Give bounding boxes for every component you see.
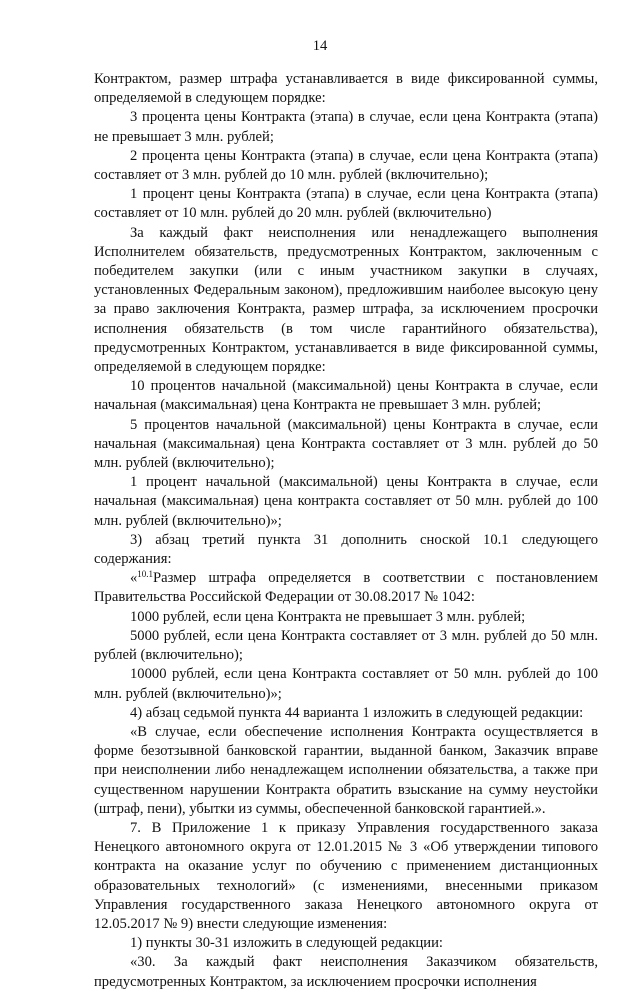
paragraph-text: 1 процент начальной (максимальной) цены Контракта в случае, если начальная (максимальная) цена контракта составляет от 50 млн. рублей до 100 млн. рублей (включительно)»;	[94, 474, 598, 529]
paragraph-text: 5000 рублей, если цена Контракта составляет от 3 млн. рублей до 50 млн. рублей (включительно);	[94, 627, 598, 664]
paragraph-text: 5 процентов начальной (максимальной) цены Контракта в случае, если начальная (максимальная) цена Контракта составляет от 3 млн. рублей до 50 млн. рублей (включительно);	[94, 416, 598, 472]
quote-mark: «	[130, 570, 138, 587]
paragraph-text: «В случае, если обеспечение исполнения Контракта осуществляется в форме безотзывной банковской гарантии, выданной банком, Заказчик вправе при неисполнении либо ненадлежащем исполнении обязательства, а также при существенном нарушении Контракта обратить взыскание на сумму неустойки (штраф, пени), убытки из суммы, обеспеченной банковской гарантией.».	[94, 723, 598, 817]
paragraph-text: «30. За каждый факт неисполнения Заказчиком обязательств, предусмотренных Контрактом, за исключением просрочки исполнения	[94, 954, 598, 990]
paragraph-text: 4) абзац седьмой пункта 44 варианта 1 изложить в следующей редакции:	[130, 704, 584, 721]
paragraph-text: 1 процент цены Контракта (этапа) в случае, если цена Контракта (этапа) составляет от 10 млн. рублей до 20 млн. рублей (включительно)	[94, 186, 598, 222]
paragraph	[94, 70, 598, 108]
paragraph	[94, 377, 598, 415]
paragraph	[94, 147, 598, 185]
paragraph	[94, 531, 598, 569]
paragraph	[94, 608, 598, 627]
paragraph	[94, 953, 598, 991]
paragraph-text: 3 процента цены Контракта (этапа) в случае, если цена Контракта (этапа) не превышает 3 млн. рублей;	[94, 109, 598, 145]
paragraph	[94, 704, 598, 723]
paragraph	[94, 569, 598, 607]
paragraph	[94, 416, 598, 474]
page-number: 14	[312, 38, 328, 54]
paragraph	[94, 473, 598, 531]
paragraph	[94, 819, 598, 934]
paragraph	[94, 185, 598, 223]
paragraph	[94, 665, 598, 703]
document-body	[94, 70, 598, 992]
paragraph-text: 2 процента цены Контракта (этапа) в случае, если цена Контракта (этапа) составляет от 3 млн. рублей до 10 млн. рублей (включительно);	[94, 147, 598, 184]
paragraph-text: 10000 рублей, если цена Контракта составляет от 50 млн. рублей до 100 млн. рублей (включительно)»;	[94, 666, 598, 702]
paragraph-text: Контрактом, размер штрафа устанавливается в виде фиксированной суммы, определяемой в следующем порядке:	[94, 71, 598, 107]
paragraph-text: 7. В Приложение 1 к приказу Управления государственного заказа Ненецкого автономного округа от 12.01.2015 № 3 «Об утверждении типового контракта на оказание услуг по обучению с применением дистанционных образовательных технологий» (с изменениями, внесенными приказом Управления государственного заказа Ненецкого автономного округа от 12.05.2017 № 9) внести следующие изменения:	[94, 819, 598, 932]
paragraph	[94, 108, 598, 146]
paragraph-text: 3) абзац третий пункта 31 дополнить сноской 10.1 следующего содержания:	[94, 531, 598, 568]
paragraph-text: За каждый факт неисполнения или ненадлежащего выполнения Исполнителем обязательств, предусмотренных Контрактом, заключенным с победителем закупки (или с иным участником закупки в случаях, установленных Федеральным законом), предложившим наиболее высокую цену за право заключения Контракта, размер штрафа, за исключением просрочки исполнения обязательств (в том числе гарантийного обязательства), предусмотренных Контрактом, устанавливается в виде фиксированной суммы, определяемой в следующем порядке:	[94, 224, 598, 376]
paragraph-text: 1) пункты 30-31 изложить в следующей редакции:	[130, 935, 443, 952]
paragraph	[94, 224, 598, 378]
paragraph	[94, 627, 598, 665]
footnote-marker: 10.1	[137, 569, 154, 580]
paragraph	[94, 934, 598, 953]
paragraph-text: Размер штрафа определяется в соответствии с постановлением Правительства Российской Федерации от 30.08.2017 № 1042:	[94, 570, 598, 606]
paragraph	[94, 723, 598, 819]
paragraph-text: 10 процентов начальной (максимальной) цены Контракта в случае, если начальная (максимальная) цена Контракта не превышает 3 млн. рублей;	[94, 378, 598, 414]
paragraph-text: 1000 рублей, если цена Контракта не превышает 3 млн. рублей;	[130, 608, 526, 625]
